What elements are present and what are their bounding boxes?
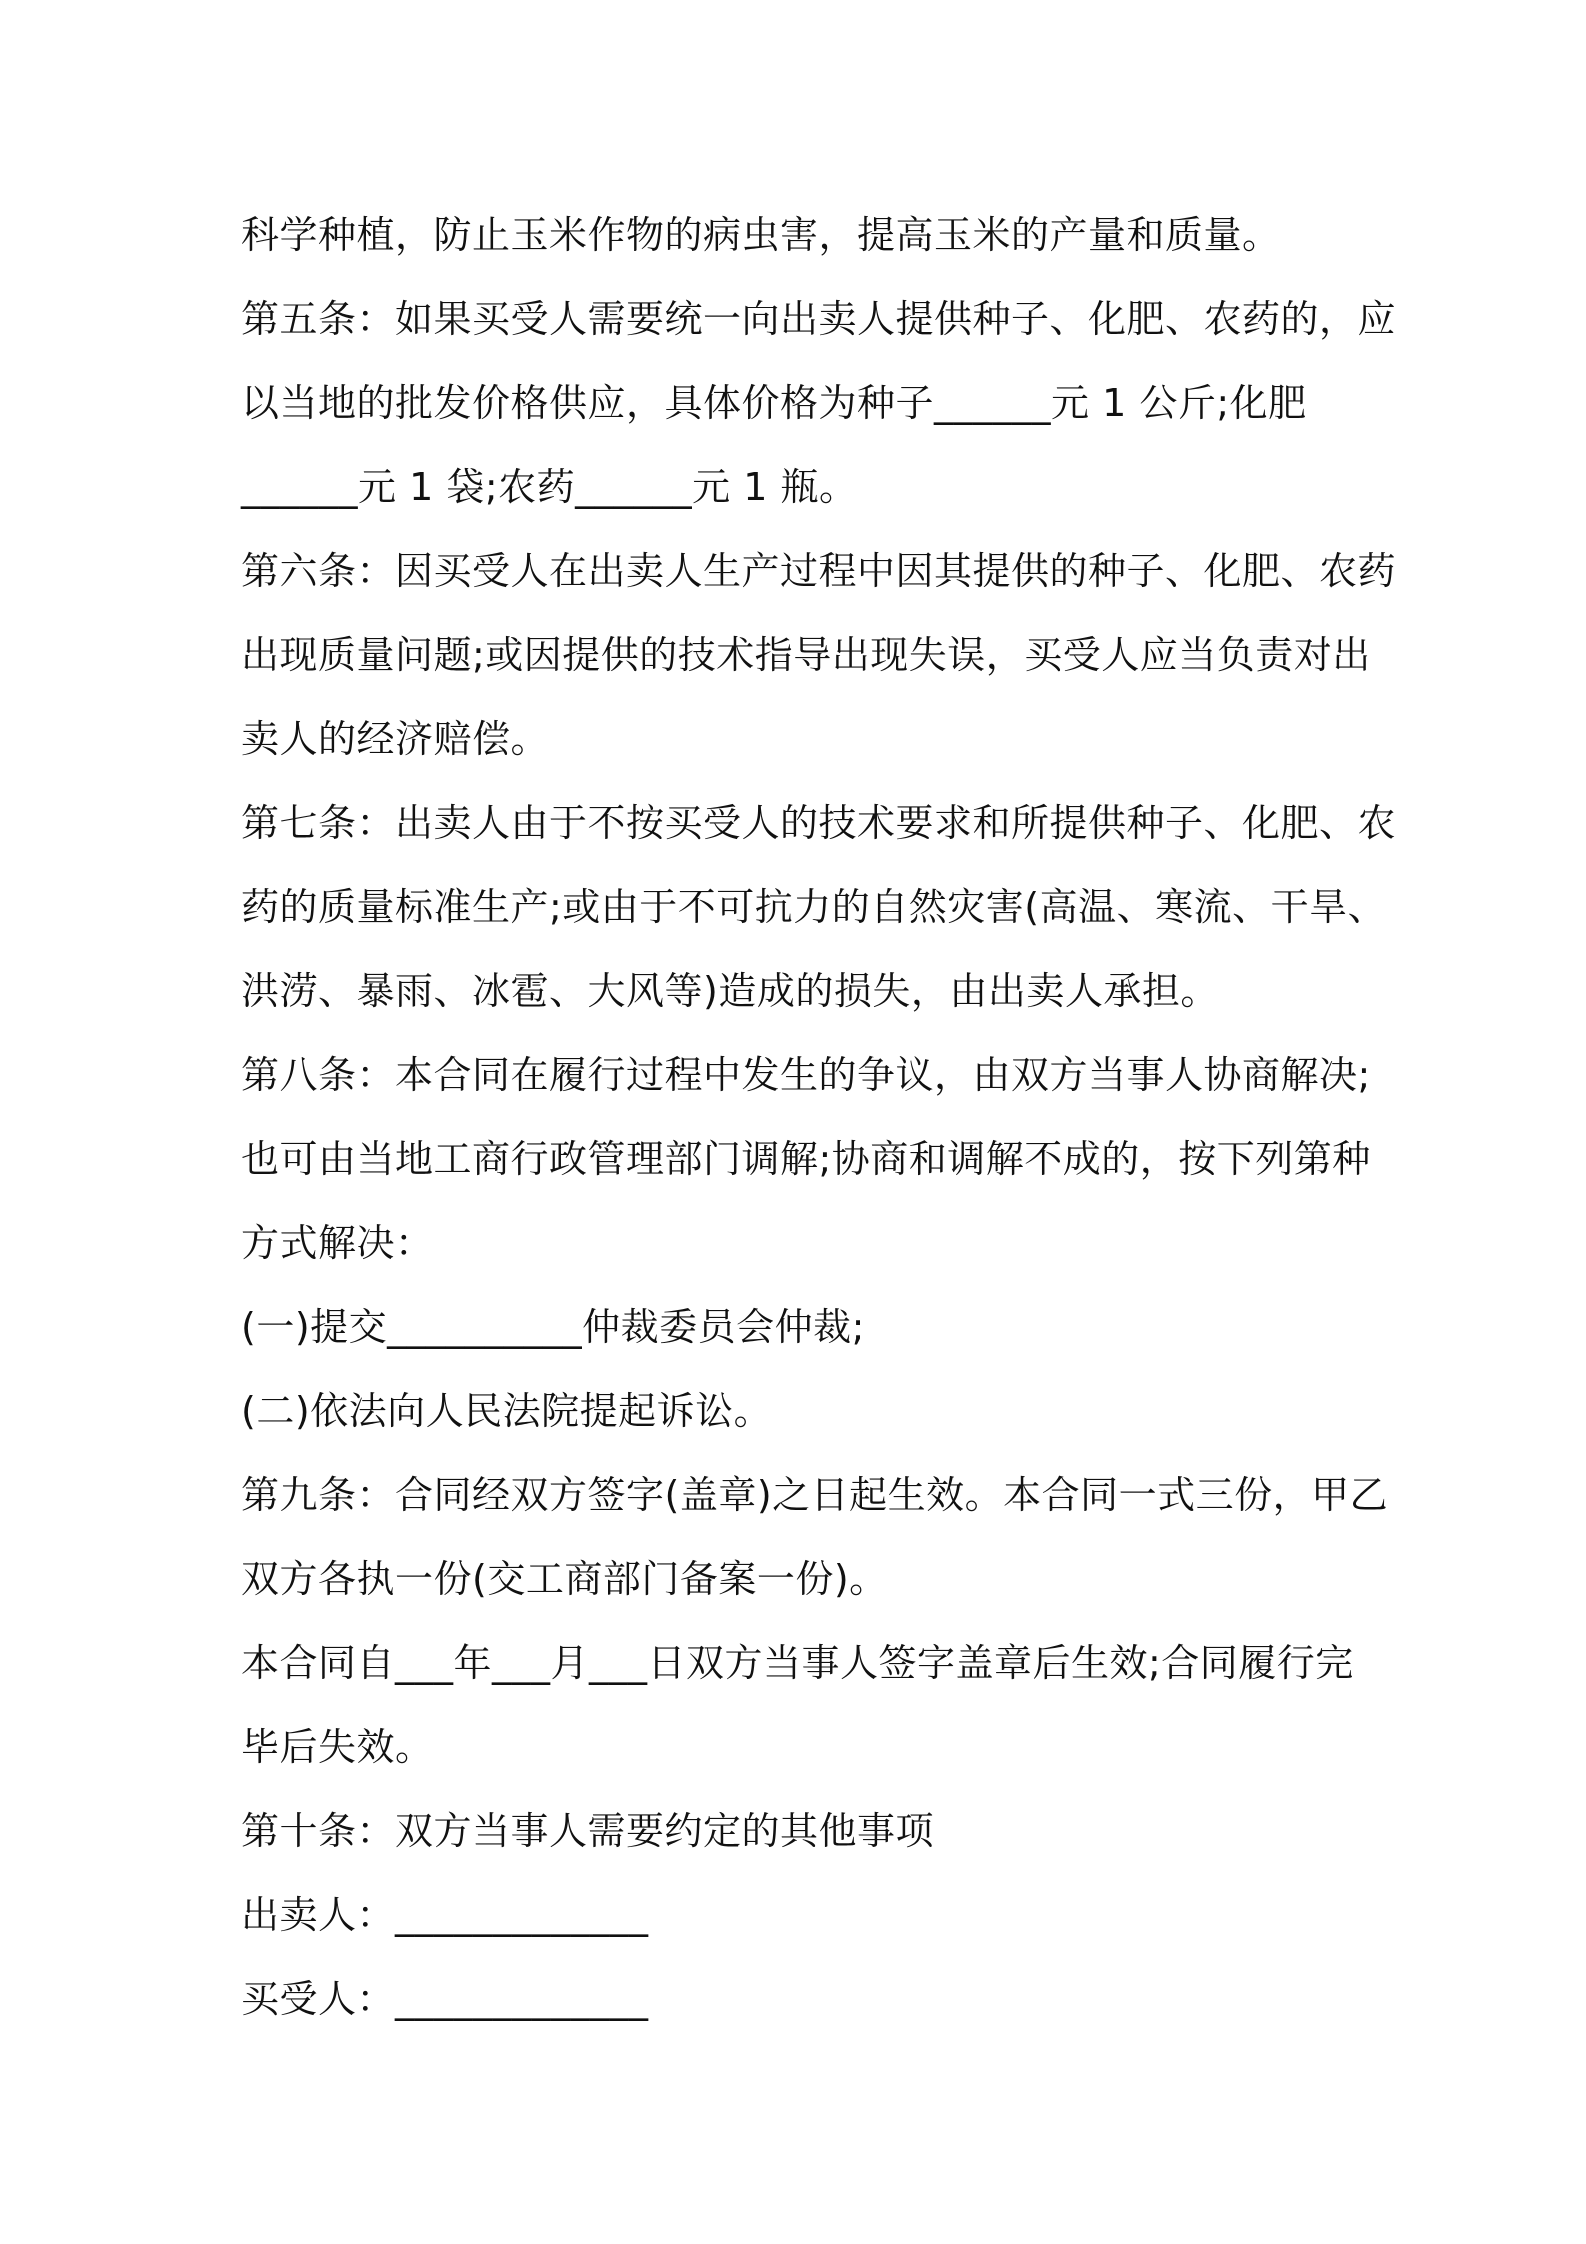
text-line-8: 第七条：出卖人由于不按买受人的技术要求和所提供种子、化肥、农 <box>241 801 1397 845</box>
text-line-10: 洪涝、暴雨、冰雹、大风等)造成的损失，由出卖人承担。 <box>241 969 1219 1013</box>
text-line-3: 以当地的批发价格供应，具体价格为种子______元 1 公斤;化肥 <box>241 381 1307 425</box>
seller-signature-line: 出卖人：_____________ <box>241 1893 649 1937</box>
buyer-signature-line: 买受人：_____________ <box>241 1977 649 2021</box>
document-page <box>241 193 1397 2041</box>
text-line-20: 第十条：双方当事人需要约定的其他事项 <box>241 1809 935 1853</box>
text-line-14: (一)提交__________仲裁委员会仲裁; <box>241 1305 865 1349</box>
text-line-1: 科学种植，防止玉米作物的病虫害，提高玉米的产量和质量。 <box>241 213 1281 257</box>
text-line-12: 也可由当地工商行政管理部门调解;协商和调解不成的，按下列第种 <box>241 1137 1371 1181</box>
text-line-18: 本合同自___年___月___日双方当事人签字盖章后生效;合同履行完 <box>241 1641 1354 1685</box>
text-line-13: 方式解决： <box>241 1221 434 1265</box>
text-line-15: (二)依法向人民法院提起诉讼。 <box>241 1389 773 1433</box>
text-line-7: 卖人的经济赔偿。 <box>241 717 550 761</box>
text-line-9: 药的质量标准生产;或由于不可抗力的自然灾害(高温、寒流、干旱、 <box>241 885 1387 929</box>
text-line-19: 毕后失效。 <box>241 1725 434 1769</box>
text-line-11: 第八条：本合同在履行过程中发生的争议，由双方当事人协商解决; <box>241 1053 1371 1097</box>
text-line-4: ______元 1 袋;农药______元 1 瓶。 <box>241 465 858 509</box>
text-line-16: 第九条：合同经双方签字(盖章)之日起生效。本合同一式三份，甲乙 <box>241 1473 1389 1517</box>
text-line-5: 第六条：因买受人在出卖人生产过程中因其提供的种子、化肥、农药 <box>241 549 1397 593</box>
text-line-6: 出现质量问题;或因提供的技术指导出现失误，买受人应当负责对出 <box>241 633 1371 677</box>
text-line-17: 双方各执一份(交工商部门备案一份)。 <box>241 1557 888 1601</box>
text-line-2: 第五条：如果买受人需要统一向出卖人提供种子、化肥、农药的，应 <box>241 297 1397 341</box>
